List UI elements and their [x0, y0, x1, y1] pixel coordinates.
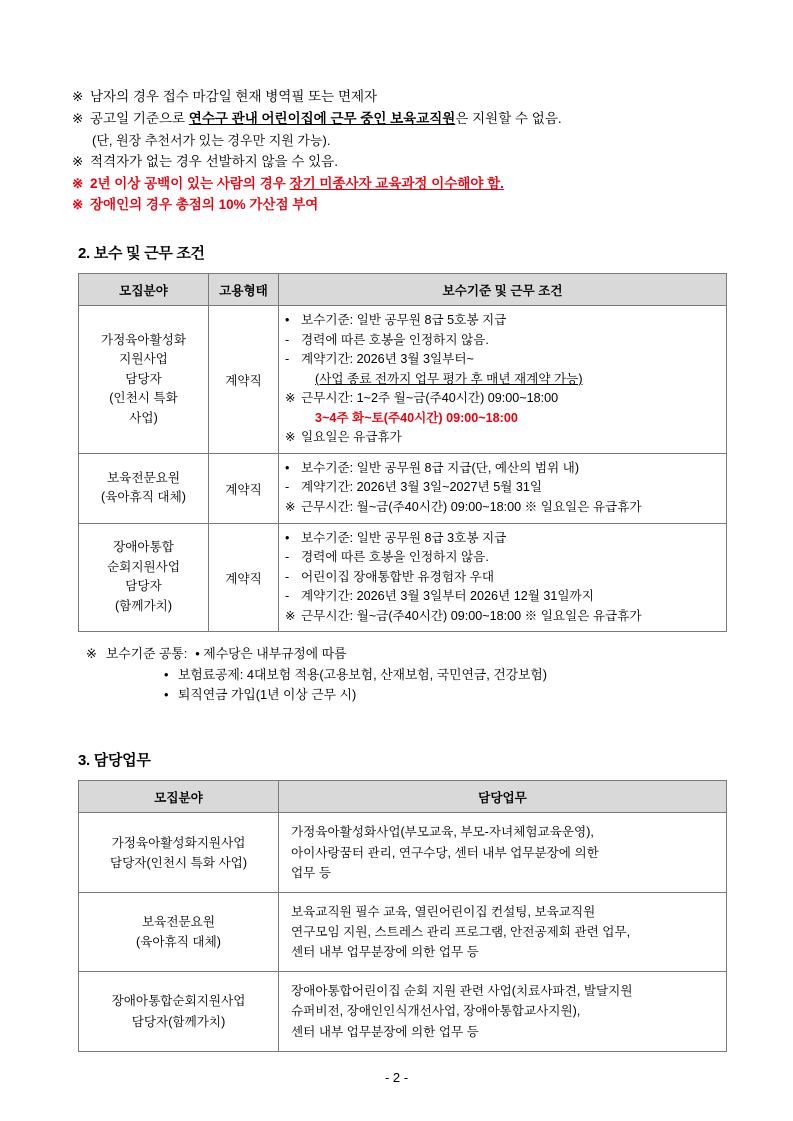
field-line: (인천시 특화 — [109, 391, 178, 406]
common-note-item: 제수당은 내부규정에 따름 — [203, 646, 347, 662]
field-line: 담당자(인천시 특화 사업) — [109, 855, 248, 870]
note-emphasis: 장기 미종사자 교육과정 이수해야 함. — [289, 175, 504, 191]
col-header-employment: 고용형태 — [209, 274, 279, 306]
condition-item — [285, 428, 720, 448]
col-header-field: 모집분야 — [79, 781, 279, 813]
note-mark: ※ — [72, 197, 84, 213]
cell-field — [79, 892, 279, 971]
condition-text: 근무시간: 월~금(주40시간) 09:00~18:00 ※ 일요일은 유급휴가 — [301, 608, 642, 623]
condition-text: 계약기간: 2026년 3월 3일~2027년 5월 31일 — [301, 480, 543, 495]
condition-item — [285, 587, 720, 607]
condition-text: 보수기준: 일반 공무원 8급 5호봉 지급 — [301, 313, 507, 328]
dash-icon: - — [285, 589, 290, 604]
table-row — [79, 892, 727, 971]
condition-item-highlight — [285, 409, 720, 429]
duties-table — [78, 780, 727, 1051]
cell-field — [79, 813, 279, 892]
field-line: 순회지원사업 — [107, 559, 180, 574]
dash-icon: - — [285, 480, 290, 495]
bullet-icon: • — [285, 530, 290, 545]
common-bullet-icon: • — [195, 646, 204, 662]
common-note-item: 퇴직연금 가입(1년 이상 근무 시) — [178, 687, 357, 703]
duty-line: 아이사랑꿈터 관리, 연구수당, 센터 내부 업무분장에 의한 — [291, 845, 599, 860]
field-line: (육아휴직 대체) — [136, 935, 221, 950]
note-mark-icon: ※ — [86, 646, 97, 662]
cell-field — [79, 453, 209, 523]
note-item — [72, 108, 721, 130]
condition-item — [285, 350, 720, 370]
condition-text: 근무시간: 1~2주 월~금(주40시간) 09:00~18:00 — [301, 391, 559, 406]
cell-duties — [279, 813, 727, 892]
condition-text: 일요일은 유급휴가 — [301, 430, 402, 445]
note-item-highlight — [72, 173, 721, 195]
condition-text: 계약기간: 2026년 3월 3일부터 2026년 12월 31일까지 — [301, 589, 594, 604]
field-line: 가정육아활성화 — [100, 332, 187, 347]
table-row — [79, 453, 727, 523]
condition-text: 어린이집 장애통합반 유경험자 우대 — [301, 569, 494, 584]
duty-line: 가정육아활성화사업(부모교육, 부모-자녀체험교육운영), — [291, 825, 594, 840]
common-bullet-icon: • — [164, 666, 169, 682]
common-note-line — [164, 685, 721, 705]
note-mark-icon: ※ — [285, 608, 296, 623]
table-row — [79, 306, 727, 454]
cell-employment-type: 계약직 — [209, 453, 279, 523]
condition-item — [285, 331, 720, 351]
note-mark-icon: ※ — [285, 430, 296, 445]
note-mark: ※ — [72, 89, 84, 104]
note-mark-icon: ※ — [285, 391, 296, 406]
col-header-conditions: 보수기준 및 근무 조건 — [279, 274, 727, 306]
field-line: 보육전문요원 — [107, 470, 180, 485]
field-line: (육아휴직 대체) — [101, 490, 186, 505]
table-header-row — [79, 274, 727, 306]
cell-conditions — [279, 523, 727, 632]
dash-icon: - — [285, 569, 290, 584]
condition-text: 근무시간: 월~금(주40시간) 09:00~18:00 ※ 일요일은 유급휴가 — [301, 499, 642, 514]
cell-employment-type: 계약직 — [209, 306, 279, 454]
condition-item — [285, 498, 720, 518]
condition-text: 경력에 따른 호봉을 인정하지 않음. — [301, 332, 489, 347]
common-note-line — [86, 644, 721, 664]
note-mark: ※ — [72, 110, 84, 126]
condition-item — [285, 389, 720, 409]
section-2-heading: 2. 보수 및 근무 조건 — [78, 245, 205, 263]
duty-line: 슈퍼비전, 장애인인식개선사업, 장애아통합교사지원), — [291, 1004, 581, 1019]
notes-block — [72, 86, 721, 216]
condition-item — [285, 568, 720, 588]
note-item — [72, 151, 721, 173]
condition-item — [285, 607, 720, 627]
note-emphasis: 연수구 관내 어린이집에 근무 중인 보육교직원 — [188, 110, 456, 126]
cell-employment-type: 계약직 — [209, 523, 279, 632]
bullet-icon: • — [285, 460, 290, 475]
cell-conditions — [279, 306, 727, 454]
note-text: (단, 원장 추천서가 있는 경우만 지원 가능). — [92, 132, 331, 148]
condition-item — [285, 459, 720, 479]
pay-conditions-table — [78, 273, 727, 632]
condition-text: 3~4주 화~토(주40시간) 09:00~18:00 — [315, 410, 518, 425]
cell-conditions — [279, 453, 727, 523]
table-row — [79, 813, 727, 892]
condition-text: 계약기간: 2026년 3월 3일부터~ — [301, 352, 474, 367]
condition-item — [285, 529, 720, 549]
field-line: 지원사업 — [119, 352, 168, 367]
condition-item — [285, 478, 720, 498]
cell-field — [79, 523, 209, 632]
note-mark-icon: ※ — [285, 499, 296, 514]
note-item — [72, 86, 721, 108]
condition-item — [285, 370, 720, 390]
note-text-part: 2년 이상 공백이 있는 사람의 경우 — [90, 175, 290, 191]
col-header-duties: 담당업무 — [279, 781, 727, 813]
duty-line: 보육교직원 필수 교육, 열린어린이집 컨설팅, 보육교직원 — [291, 904, 596, 919]
duty-line: 센터 내부 업무분장에 의한 업무 등 — [291, 1024, 479, 1039]
condition-item — [285, 311, 720, 331]
common-note-line — [164, 665, 721, 685]
note-item-highlight — [72, 194, 721, 216]
note-text: 장애인의 경우 총점의 10% 가산점 부여 — [90, 197, 319, 213]
dash-icon: - — [285, 332, 290, 347]
duty-line: 연구모임 지원, 스트레스 관리 프로그램, 안전공제회 관련 업무, — [291, 925, 631, 940]
note-text — [90, 173, 721, 195]
condition-text: 경력에 따른 호봉을 인정하지 않음. — [301, 550, 489, 565]
page-number: - 2 - — [384, 1070, 409, 1085]
note-text — [90, 108, 721, 130]
bullet-icon: • — [285, 313, 290, 328]
table-row — [79, 523, 727, 632]
table-header-row — [79, 781, 727, 813]
condition-text: (사업 종료 전까지 업무 평가 후 매년 재계약 가능) — [315, 371, 583, 386]
field-line: 보육전문요원 — [142, 914, 215, 929]
note-text-part: 은 지원할 수 없음. — [455, 110, 562, 126]
common-bullet-icon: • — [164, 687, 169, 703]
note-text: 적격자가 없는 경우 선발하지 않을 수 있음. — [90, 153, 338, 169]
condition-text: 보수기준: 일반 공무원 8급 3호봉 지급 — [301, 530, 507, 545]
pay-common-note — [86, 644, 721, 705]
condition-text: 보수기준: 일반 공무원 8급 지급(단, 예산의 범위 내) — [301, 460, 580, 475]
duty-line: 업무 등 — [291, 865, 331, 880]
col-header-field: 모집분야 — [79, 274, 209, 306]
cell-field — [79, 972, 279, 1051]
common-note-item: 보험료공제: 4대보험 적용(고용보험, 산재보험, 국민연금, 건강보험) — [178, 666, 548, 682]
common-note-sublist — [86, 665, 721, 706]
field-line: 장애아통합순회지원사업 — [111, 994, 246, 1009]
duty-line: 센터 내부 업무분장에 의한 업무 등 — [291, 945, 479, 960]
dash-icon: - — [285, 550, 290, 565]
dash-icon: - — [285, 352, 290, 367]
section-3-heading: 3. 담당업무 — [78, 752, 151, 770]
field-line: 가정육아활성화지원사업 — [111, 835, 246, 850]
note-subitem — [72, 130, 721, 151]
duty-line: 장애아통합어린이집 순회 지원 관련 사업(치료사파견, 발달지원 — [291, 984, 633, 999]
field-line: 사업) — [129, 410, 158, 425]
table-row — [79, 972, 727, 1051]
field-line: 담당자(함께가치) — [131, 1014, 226, 1029]
note-mark: ※ — [72, 153, 84, 169]
field-line: 장애아통합 — [113, 540, 174, 555]
condition-item — [285, 548, 720, 568]
note-mark: ※ — [72, 175, 84, 191]
field-line: 담당자 — [125, 579, 162, 594]
note-text-part: 공고일 기준으로 — [90, 110, 189, 126]
cell-field — [79, 306, 209, 454]
field-line: 담당자 — [125, 371, 162, 386]
cell-duties — [279, 892, 727, 971]
field-line: (함께가치) — [114, 598, 173, 613]
common-note-label: 보수기준 공통: — [106, 646, 188, 662]
cell-duties — [279, 972, 727, 1051]
note-text: 남자의 경우 접수 마감일 현재 병역필 또는 면제자 — [90, 89, 378, 104]
